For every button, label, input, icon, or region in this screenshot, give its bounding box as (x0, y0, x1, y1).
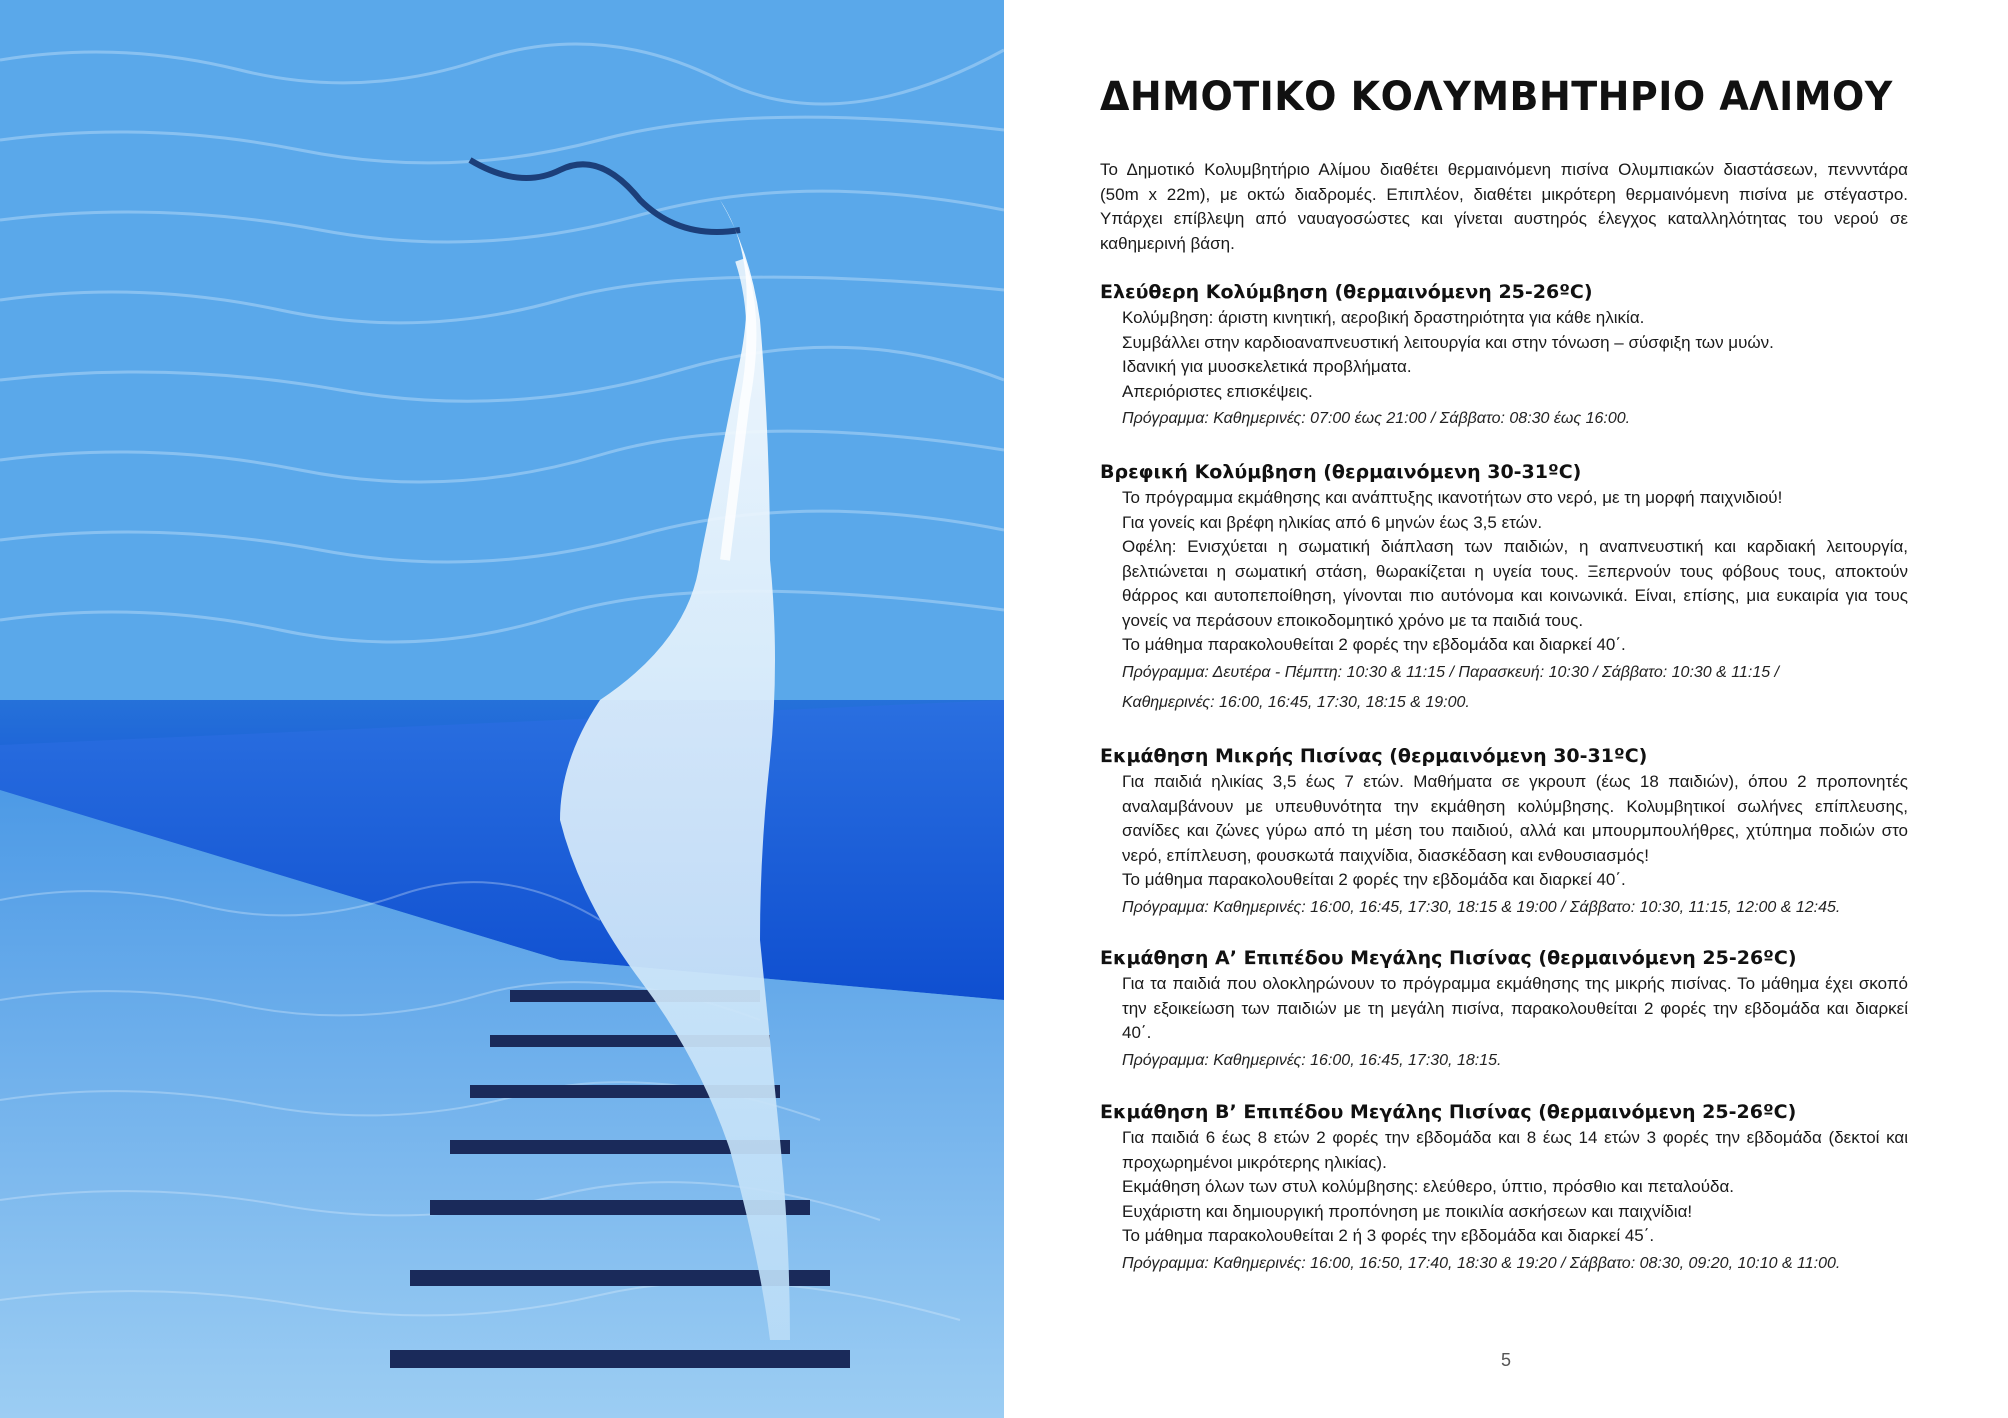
section-title: Εκμάθηση Β’ Επιπέδου Μεγάλης Πισίνας (θερμαινόμενη 25-26ºC) (1100, 1101, 1797, 1123)
section-line: Οφέλη: Ενισχύεται η σωματική διάπλαση των παιδιών, η αναπνευστική και καρδιακή λειτουργία, βελτιώνεται η σωματική στάση, θωρακίζεται η υγεία τους. Ξεπερνούν τους φόβους τους, αποκτούν θάρρος και αυτοπεποίθηση, γίνονται πιο αυτόνομα και κοινωνικά. Είναι, επίσης, μια ευκαιρία για τους γονείς να περάσουν εποικοδομητικό χρόνο με τα παιδιά τους. (1122, 537, 1908, 630)
section-large-pool-level-b (1100, 1098, 1908, 1279)
text-page (1004, 0, 2008, 1418)
section-line: Για παιδιά ηλικίας 3,5 έως 7 ετών. Μαθήματα σε γκρουπ (έως 18 παιδιών), όπου 2 προπονητές αναλαμβάνουν με υπευθυνότητα την εκμάθηση κολύμβησης. Κολυμβητικοί σωλήνες επίπλευσης, σανίδες και ζώνες γύρω από τη μέση του παιδιού, αλλά και μπουρμπουλήθρες, χτύπημα ποδιών στο νερό, επίπλευση, φουσκωτά παιχνίδια, διασκέδαση και ενθουσιασμός! (1122, 772, 1908, 865)
section-line: Εκμάθηση όλων των στυλ κολύμβησης: ελεύθερο, ύπτιο, πρόσθιο και πεταλούδα. (1122, 1177, 1735, 1196)
schedule-line: Πρόγραμμα: Καθημερινές: 16:00, 16:45, 17:30, 18:15 & 19:00 / Σάββατο: 10:30, 11:15, 12:00 & 12:45. (1122, 898, 1841, 916)
section-line: Κολύμβηση: άριστη κινητική, αεροβική δραστηριότητα για κάθε ηλικία. (1122, 308, 1645, 327)
schedule-line: Πρόγραμμα: Καθημερινές: 07:00 έως 21:00 / Σάββατο: 08:30 έως 16:00. (1122, 410, 1631, 427)
section-line: Για τα παιδιά που ολοκληρώνουν το πρόγραμμα εκμάθησης της μικρής πισίνας. Το μάθημα έχει σκοπό την εξοικείωση των παιδιών με τη μεγάλη πισίνα, παρακολουθείται 2 φορές την εβδομάδα και διαρκεί 40΄. (1122, 974, 1908, 1042)
section-baby-swimming (1100, 458, 1908, 718)
section-line: Ιδανική για μυοσκελετικά προβλήματα. (1122, 357, 1412, 376)
section-line: Το μάθημα παρακολουθείται 2 φορές την εβδομάδα και διαρκεί 40΄. (1122, 635, 1626, 654)
intro-paragraph: Το Δημοτικό Κολυμβητήριο Αλίμου διαθέτει θερμαινόμενη πισίνα Ολυμπιακών διαστάσεων, πεννντάρα (50m x 22m), με οκτώ διαδρομές. Επιπλέον, διαθέτει μικρότερη θερμαινόμενη πισίνα με στέγαστρο. Υπάρχει επίβλεψη από ναυαγοσώστες και γίνεται αυστηρός έλεγχος καταλληλότητας του νερού σε καθημερινή βάση. (1100, 160, 1908, 253)
section-title: Εκμάθηση Α’ Επιπέδου Μεγάλης Πισίνας (θερμαινόμενη 25-26ºC) (1100, 947, 1797, 969)
schedule-line: Πρόγραμμα: Δευτέρα - Πέμπτη: 10:30 & 11:15 / Παρασκευή: 10:30 / Σάββατο: 10:30 & 11:15 / (1122, 663, 1779, 681)
section-title: Ελεύθερη Κολύμβηση (θερμαινόμενη 25-26ºC) (1100, 281, 1593, 303)
page-title: ΔΗΜΟΤΙΚΟ ΚΟΛΥΜΒΗΤΗΡΙΟ ΑΛΙΜΟΥ (1100, 74, 1893, 120)
section-line: Συμβάλλει στην καρδιοαναπνευστική λειτουργία και στην τόνωση – σύσφιξη των μυών. (1122, 332, 1774, 352)
section-line: Απεριόριστες επισκέψεις. (1122, 381, 1313, 401)
section-line: Το μάθημα παρακολουθείται 2 ή 3 φορές την εβδομάδα και διαρκεί 45΄. (1122, 1226, 1655, 1245)
section-line: Για γονείς και βρέφη ηλικίας από 6 μηνών έως 3,5 ετών. (1122, 512, 1543, 532)
section-line: Για παιδιά 6 έως 8 ετών 2 φορές την εβδομάδα και 8 έως 14 ετών 3 φορές την εβδομάδα (δεκτοί και προχωρημένοι μικρότερης ηλικίας). (1122, 1128, 1908, 1172)
section-title: Εκμάθηση Μικρής Πισίνας (θερμαινόμενη 30-31ºC) (1100, 745, 1648, 767)
section-title: Βρεφική Κολύμβηση (θερμαινόμενη 30-31ºC) (1100, 461, 1582, 483)
schedule-line: Πρόγραμμα: Καθημερινές: 16:00, 16:45, 17:30, 18:15. (1122, 1051, 1502, 1069)
schedule-line: Καθημερινές: 16:00, 16:45, 17:30, 18:15 & 19:00. (1122, 693, 1470, 711)
section-small-pool (1100, 742, 1908, 923)
section-line: Το πρόγραμμα εκμάθησης και ανάπτυξης ικανοτήτων στο νερό, με τη μορφή παιχνιδιού! (1122, 488, 1783, 507)
section-free-swimming (1100, 278, 1908, 434)
section-line: Ευχάριστη και δημιουργική προπόνηση με ποικιλία ασκήσεων και παιχνίδια! (1122, 1201, 1693, 1221)
schedule-line: Πρόγραμμα: Καθημερινές: 16:00, 16:50, 17:40, 18:30 & 19:20 / Σάββατο: 08:30, 09:20, 10:10 & 11:00. (1122, 1254, 1841, 1272)
page-number: 5 (1500, 1350, 1511, 1370)
section-large-pool-level-a (1100, 944, 1908, 1076)
section-line: Το μάθημα παρακολουθείται 2 φορές την εβδομάδα και διαρκεί 40΄. (1122, 870, 1626, 889)
